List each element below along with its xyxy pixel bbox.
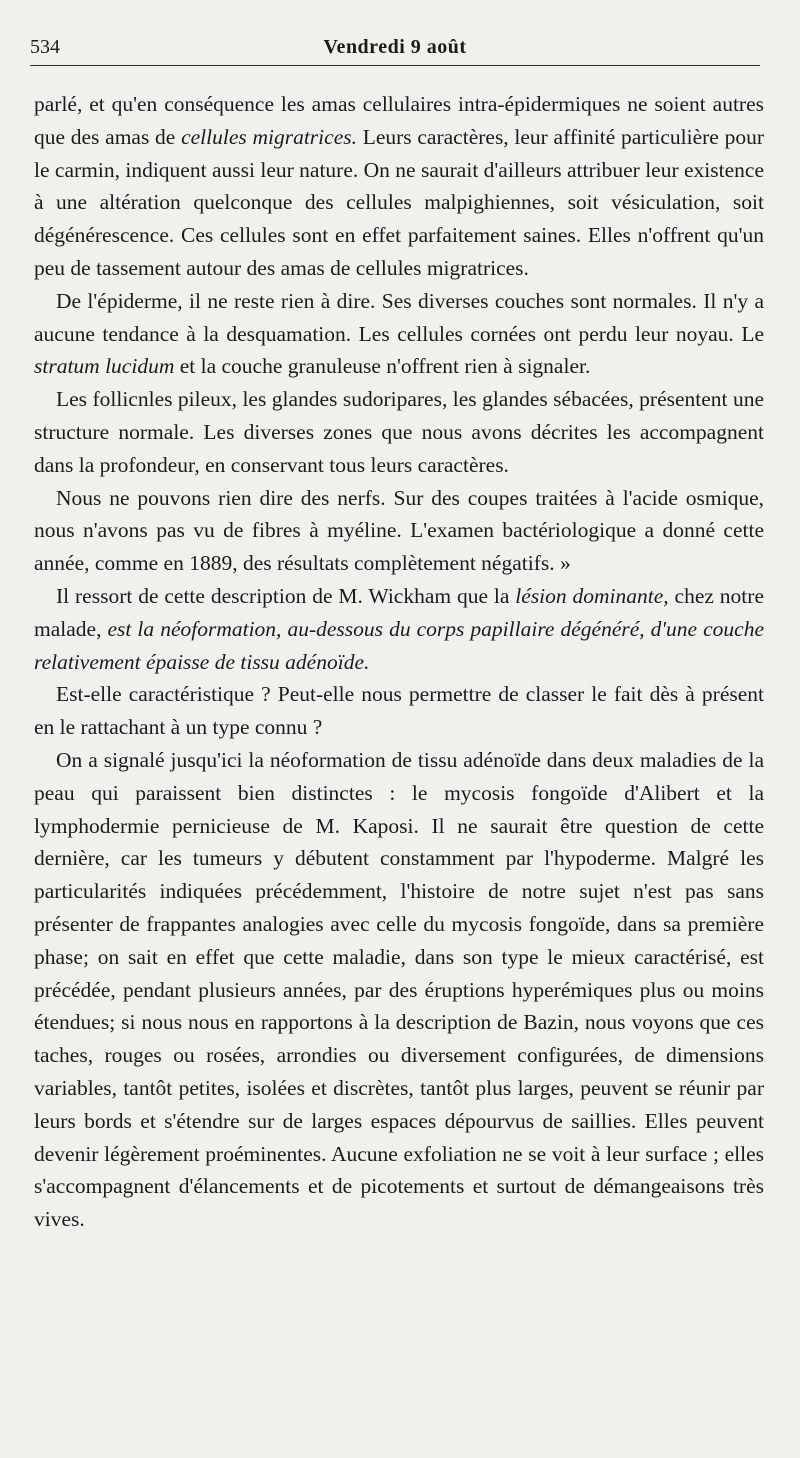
paragraph <box>34 580 764 678</box>
italic-text: stratum lucidum <box>34 354 175 379</box>
running-head: Vendredi 9 août <box>323 36 467 58</box>
text-run: Est-elle caractéristique ? Peut-elle nous permettre de classer le fait dès à présent en le rattachant à un type connu ? <box>34 682 764 740</box>
page-number: 534 <box>30 36 60 58</box>
header-rule <box>30 65 760 66</box>
text-run: parlé, et qu'en conséquence les amas cellulaires intra-épidermiques ne soient autres que des amas de <box>34 92 764 149</box>
text-run: Nous ne pouvons rien dire des nerfs. Sur des coupes traitées à l'acide osmique, nous n'avons pas vu de fibres à myéline. L'examen bactériologique a donné cette année, comme en 1889, des résultats complètement négatifs. » <box>34 485 764 576</box>
text-run: On a signalé jusqu'ici la néoformation de tissu adénoïde dans deux maladies de la peau qui paraissent bien distinctes : le mycosis fongoïde d'Alibert et la lymphodermie pernicieuse de M. Kaposi. Il ne saurait être question de cette dernière, car les tumeurs y débutent constamment par l'hypoderme. Malgré les particularités indiquées précédemment, l'histoire de notre sujet n'est pas sans présenter de frappantes analogies avec celle du mycosis fongoïde, dans sa première phase; on sait en effet que cette maladie, dans son type le mieux caractérisé, est précédée, pendant plusieurs années, par des éruptions hyperémiques plus ou moins étendues; si nous nous en rapportons à la description de Bazin, nous voyons que ces taches, rouges ou rosées, arrondies ou diversement configurées, de dimensions variables, tantôt petites, isolées et discrètes, tantôt plus larges, peuvent se réunir par leurs bords et s'étendre sur de larges espaces dépourvus de saillies. Elles peuvent devenir légèrement proéminentes. Aucune exfoliation ne se voit à leur surface ; elles s'accompagnent d'élancements et de picotements et surtout de démangeaisons très vives. <box>34 747 764 1232</box>
text-run: chez notre malade, <box>34 583 764 641</box>
text-run: et la couche granuleuse n'offrent rien à signaler. <box>174 354 591 379</box>
paragraph <box>34 678 764 744</box>
paragraph <box>34 88 764 285</box>
paragraph <box>34 482 764 580</box>
paragraph <box>34 383 764 481</box>
paragraph <box>34 285 764 383</box>
body-text <box>34 88 764 1236</box>
paragraph <box>34 744 764 1236</box>
text-run: Leurs caractères, leur affinité particulière pour le carmin, indiquent aussi leur nature. On ne saurait d'ailleurs attribuer leur existence à une altération quelconque des cellules malpighiennes, soit vésiculation, soit dégénérescence. Ces cellules sont en effet parfaitement saines. Elles n'offrent qu'un peu de tassement autour des amas de cellules migratrices. <box>34 124 764 280</box>
text-run: De l'épiderme, il ne reste rien à dire. Ses diverses couches sont normales. Il n'y a aucune tendance à la desquamation. Les cellules cornées ont perdu leur noyau. Le <box>34 288 764 346</box>
text-run: Les follicnles pileux, les glandes sudoripares, les glandes sébacées, présentent une structure normale. Les diverses zones que nous avons décrites les accompagnent dans la profondeur, en conservant tous leurs caractères. <box>34 387 764 477</box>
italic-text: cellules migratrices. <box>181 124 357 149</box>
italic-text: lésion dominante, <box>515 583 669 608</box>
text-run: Il ressort de cette description de M. Wickham que la <box>56 583 516 608</box>
page-header <box>30 30 760 66</box>
italic-text: est la néoformation, au-dessous du corps papillaire dégénéré, d'une couche relativement épaisse de tissu adénoïde. <box>34 616 764 674</box>
